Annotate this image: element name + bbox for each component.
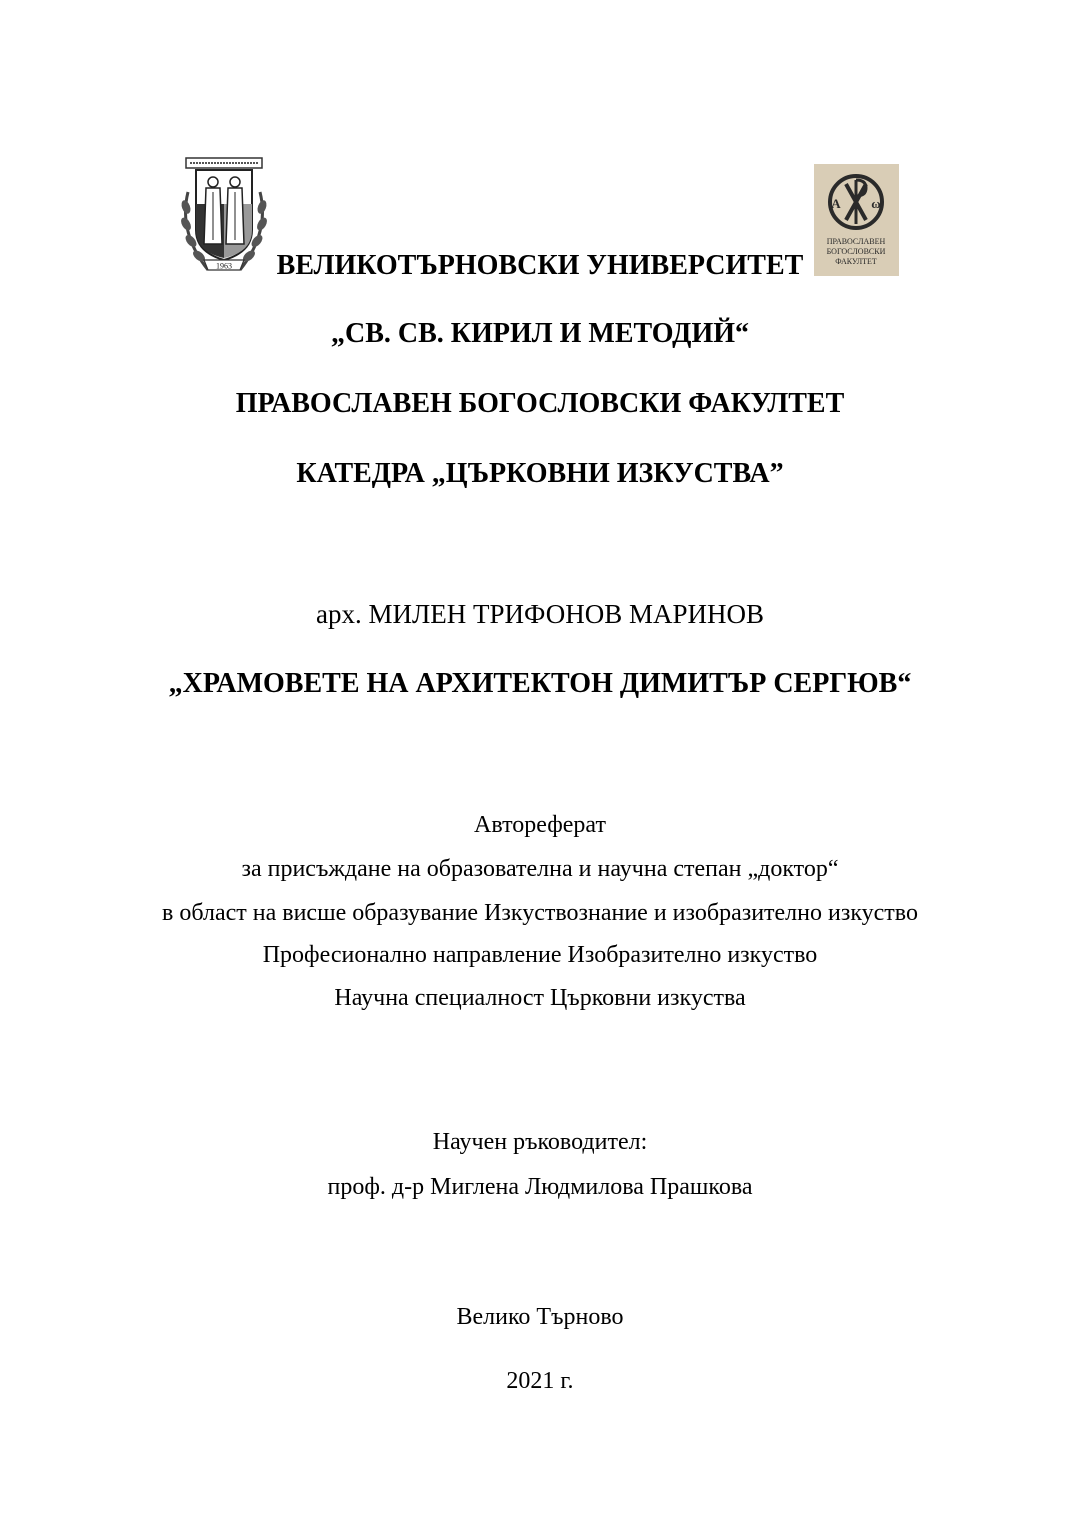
department-name: КАТЕДРА „ЦЪРКОВНИ ИЗКУСТВА”	[296, 458, 784, 489]
university-name: ВЕЛИКОТЪРНОВСКИ УНИВЕРСИТЕТ	[276, 250, 804, 281]
year: 2021 г.	[506, 1368, 574, 1394]
author-name: арх. МИЛЕН ТРИФОНОВ МАРИНОВ	[316, 599, 764, 629]
emblem-line-2: БОГОСЛОВСКИ	[826, 247, 886, 256]
specialty-line: Научна специалност Църковни изкуства	[334, 985, 746, 1011]
svg-text:A: A	[831, 196, 841, 211]
svg-text:ω: ω	[871, 196, 881, 211]
emblem-year: 1963	[216, 261, 232, 271]
direction-line: Професионално направление Изобразително изкуство	[262, 942, 818, 968]
dissertation-title: „ХРАМОВЕТЕ НА АРХИТЕКТОН ДИМИТЪР СЕРГЮВ“	[168, 668, 912, 699]
degree-line: за присъждане на образователна и научна степан „доктор“	[241, 856, 839, 882]
place: Велико Търново	[456, 1304, 624, 1330]
field-line: в област на висше образувание Изкуствознание и изобразително изкуство	[162, 900, 918, 926]
abstract-label: Автореферат	[474, 812, 606, 838]
supervisor-name: проф. д-р Миглена Людмилова Прашкова	[327, 1174, 753, 1200]
faculty-name: ПРАВОСЛАВЕН БОГОСЛОВСКИ ФАКУЛТЕТ	[235, 388, 845, 419]
emblem-line-3: ФАКУЛТЕТ	[835, 257, 877, 266]
emblem-line-1: ПРАВОСЛАВЕН	[826, 237, 886, 246]
university-patrons: „СВ. СВ. КИРИЛ И МЕТОДИЙ“	[330, 318, 750, 349]
supervisor-label: Научен ръководител:	[432, 1129, 648, 1155]
